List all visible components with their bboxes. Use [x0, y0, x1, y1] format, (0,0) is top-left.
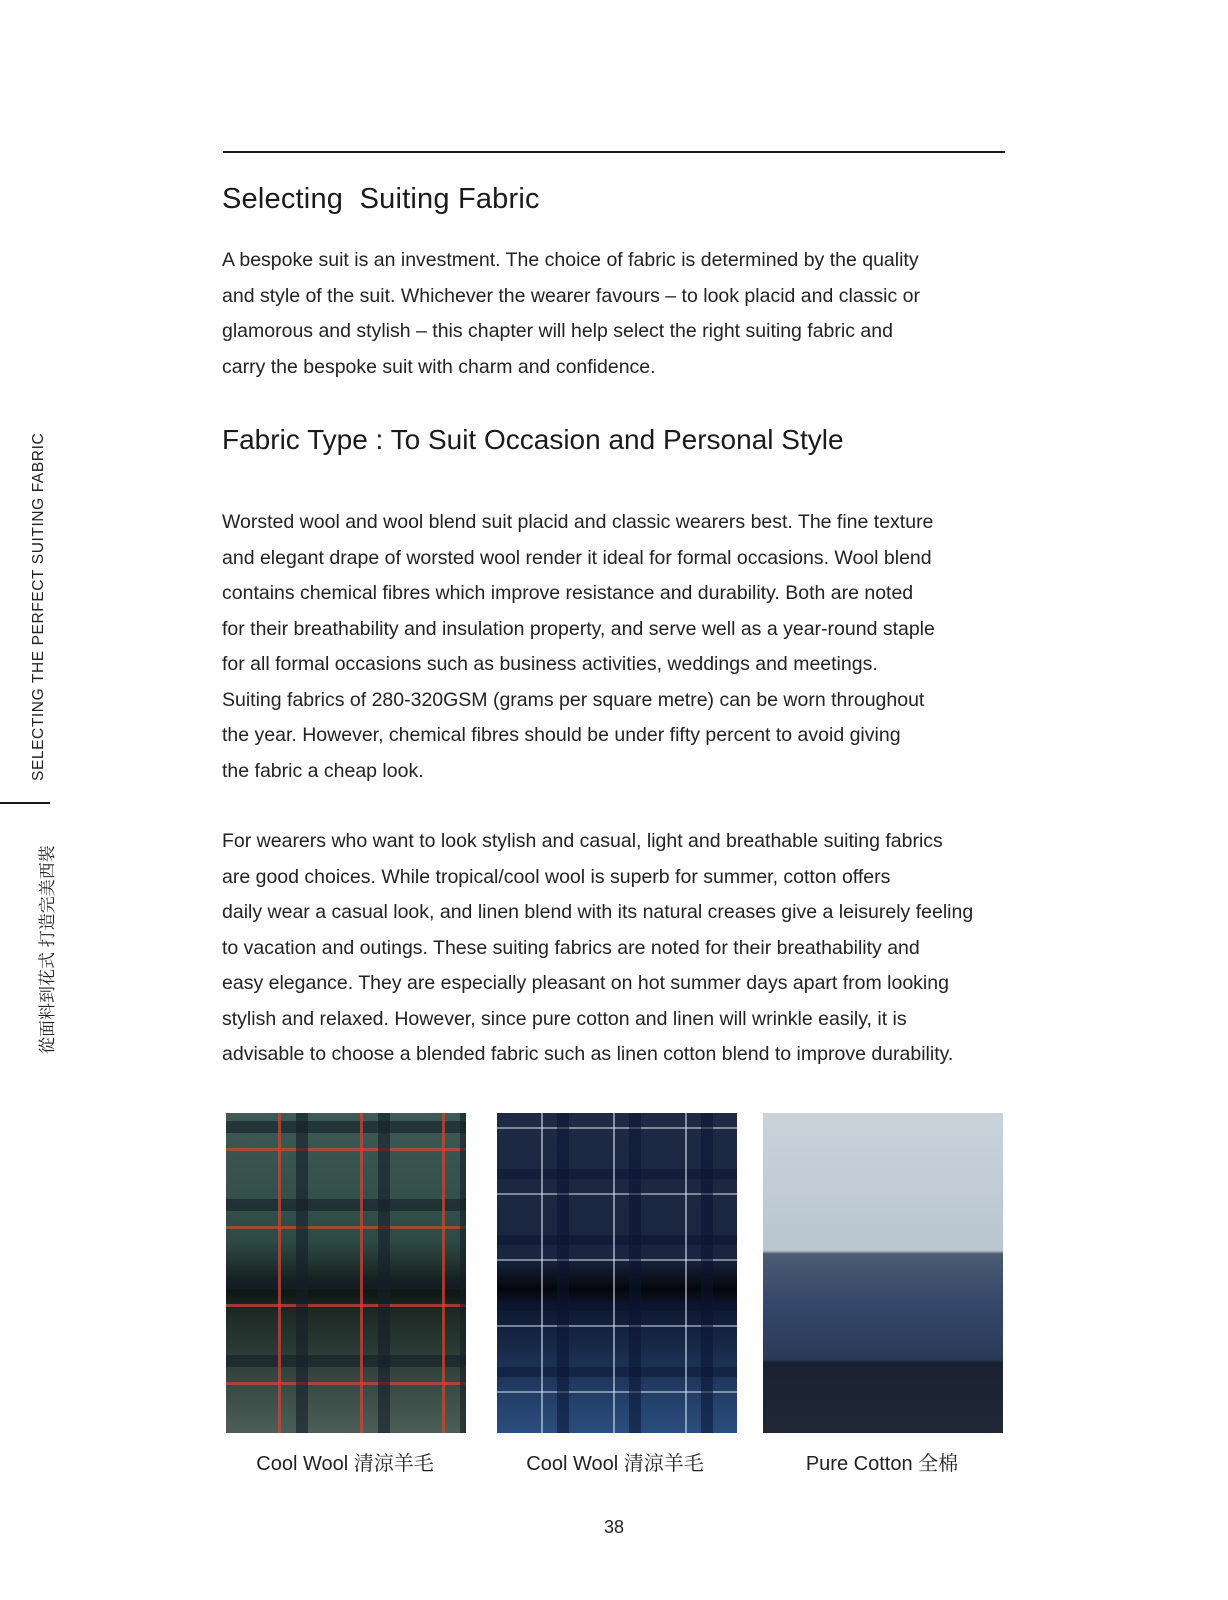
paragraph-line: easy elegance. They are especially pleasant on hot summer days apart from looking — [222, 972, 949, 994]
swatch-caption: Cool Wool 清涼羊毛 — [256, 1453, 434, 1475]
casual-fabrics-paragraph — [222, 824, 1052, 1073]
paragraph-line: for all formal occasions such as business activities, weddings and meetings. — [222, 653, 878, 675]
intro-paragraph — [222, 243, 1052, 385]
paragraph-line: advisable to choose a blended fabric such as linen cotton blend to improve durability. — [222, 1043, 954, 1065]
paragraph-line: stylish and relaxed. However, since pure cotton and linen will wrinkle easily, it is — [222, 1007, 907, 1030]
paragraph-line: the fabric a cheap look. — [222, 759, 424, 782]
fabric-swatch-navy-check — [497, 1113, 737, 1433]
paragraph-line: carry the bespoke suit with charm and confidence. — [222, 355, 656, 378]
paragraph-line: Suiting fabrics of 280-320GSM (grams per square metre) can be worn throughout — [222, 688, 925, 711]
page-title: Selecting Suiting Fabric — [222, 183, 540, 215]
side-label-english: SELECTING THE PERFECT SUITING FABRIC — [30, 432, 47, 781]
swatch-caption: Cool Wool 清涼羊毛 — [526, 1453, 704, 1475]
swatch-caption: Pure Cotton 全棉 — [805, 1453, 959, 1475]
paragraph-line: the year. However, chemical fibres should be under fifty percent to avoid giving — [222, 724, 901, 746]
paragraph-line: glamorous and stylish – this chapter will help select the right suiting fabric and — [222, 320, 893, 342]
paragraph-line: contains chemical fibres which improve resistance and durability. Both are noted — [222, 582, 914, 604]
paragraph-line: and elegant drape of worsted wool render it ideal for formal occasions. Wool blend — [222, 546, 932, 569]
paragraph-line: to vacation and outings. These suiting fabrics are noted for their breathability and — [222, 936, 920, 959]
top-divider — [223, 151, 1005, 153]
paragraph-line: For wearers who want to look stylish and casual, light and breathable suiting fabrics — [222, 830, 943, 852]
paragraph-line: daily wear a casual look, and linen blend with its natural creases give a leisurely feeling — [222, 901, 974, 923]
paragraph-line: are good choices. While tropical/cool wool is superb for summer, cotton offers — [222, 865, 891, 888]
paragraph-line: A bespoke suit is an investment. The choice of fabric is determined by the quality — [222, 249, 919, 271]
fabric-swatch-green-plaid — [226, 1113, 466, 1433]
fabric-swatch-cotton — [763, 1113, 1003, 1433]
paragraph-line: for their breathability and insulation property, and serve well as a year-round staple — [222, 617, 935, 640]
formal-fabrics-paragraph — [222, 505, 1052, 789]
side-label-chinese: 從面料到花式 打造完美西裝 — [38, 845, 57, 1054]
page-number: 38 — [603, 1517, 625, 1537]
side-label-divider — [0, 802, 50, 804]
paragraph-line: Worsted wool and wool blend suit placid and classic wearers best. The fine texture — [222, 511, 934, 533]
paragraph-line: and style of the suit. Whichever the wearer favours – to look placid and classic or — [222, 284, 921, 307]
section-heading: Fabric Type : To Suit Occasion and Personal Style — [222, 424, 844, 455]
